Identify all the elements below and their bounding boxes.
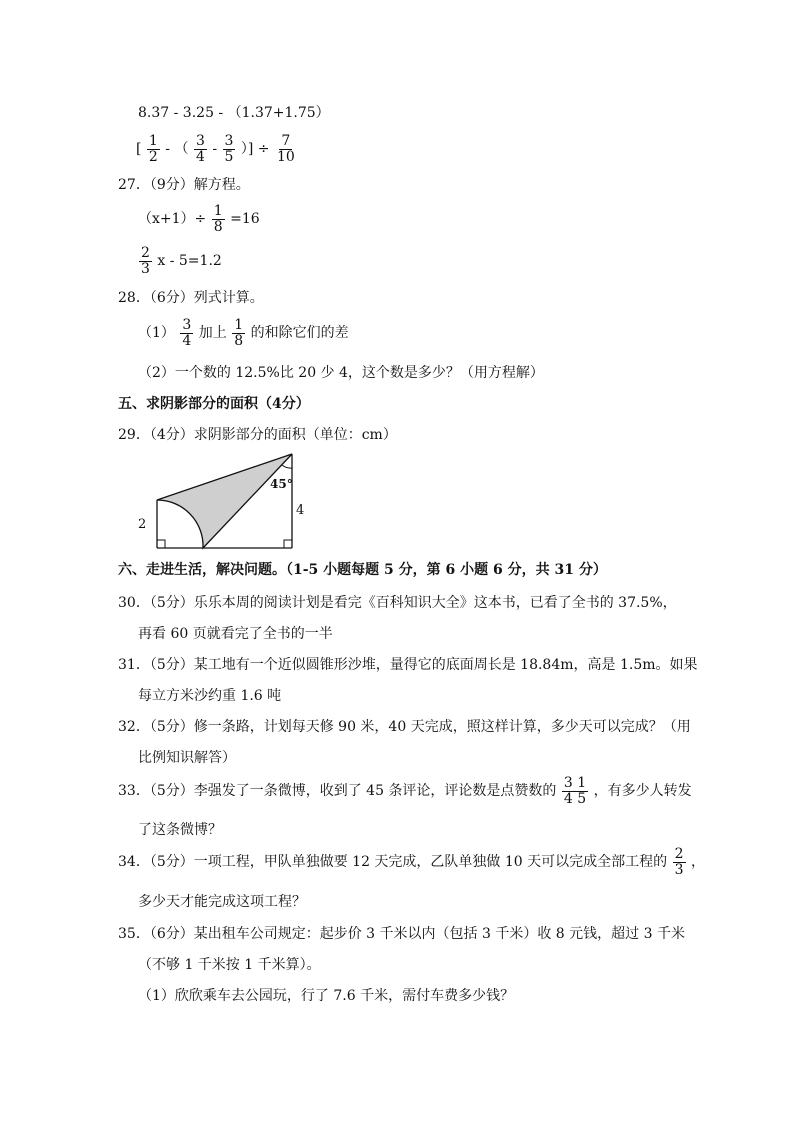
q26-expr-1: 8.37 - 3.25 - （1.37+1.75） [138, 105, 330, 121]
q28-part-2: （2）一个数的 12.5%比 20 少 4，这个数是多少？（用方程解） [138, 365, 544, 381]
q35-line-2: （不够 1 千米按 1 千米算）。 [138, 957, 321, 973]
q33-line-1: 33．（5分）李强发了一条微博，收到了 45 条评论，评论数是点赞数的 $\frac{3 1}{4 5}$ ，有多少人转发 [118, 775, 692, 807]
label-angle-45: 45° [270, 477, 293, 491]
section-6-heading: 六、走进生活，解决问题。（1-5 小题每题 5 分，第 6 小题 6 分，共 31 分） [118, 562, 607, 578]
fraction: $\frac{2}{3}$ [674, 846, 684, 878]
label-left-2: 2 [138, 517, 147, 532]
q26-expr-2: [ $\frac{1}{2}$ - （ $\frac{3}{4}$ - $\frac{3}{5}$ ）] ÷ $\frac{7}{10}$ [136, 133, 295, 165]
q27-equation-1: （x+1）÷ $\frac{1}{8}$ =16 [138, 203, 260, 235]
right-angle-mark-left [157, 540, 165, 548]
fraction: $\frac{1}{8}$ [234, 317, 244, 349]
q33-line-2: 了这条微博？ [138, 822, 222, 838]
q32-line-1: 32．（5分）修一条路，计划每天修 90 米，40 天完成，照这样计算，多少天可以完成？（用 [118, 719, 691, 735]
q29-figure [130, 448, 310, 552]
q30-line-2: 再看 60 页就看完了全书的一半 [138, 626, 333, 642]
q30-line-1: 30．（5分）乐乐本周的阅读计划是看完《百科知识大全》这本书，已看了全书的 37.5%， [118, 595, 677, 611]
angle-arc [282, 465, 292, 468]
q31-line-2: 每立方米沙约重 1.6 吨 [138, 688, 282, 704]
q27-equation-2: $\frac{2}{3}$ x - 5=1.2 [141, 245, 222, 277]
right-angle-mark-right [284, 540, 292, 548]
q27-title: 27．（9分）解方程。 [118, 177, 250, 193]
fraction: $\frac{2}{3}$ [141, 245, 150, 277]
q35-part-1: （1）欣欣乘车去公园玩，行了 7.6 千米，需付车费多少钱？ [138, 988, 515, 1004]
fraction: $\frac{3}{4}$ [195, 133, 205, 165]
q34-line-1: 34．（5分）一项工程，甲队单独做要 12 天完成，乙队单独做 10 天可以完成全部工程的 $\frac{2}{3}$ ， [118, 846, 705, 878]
fraction: $\frac{3 1}{4 5}$ [563, 775, 587, 807]
fraction: $\frac{7}{10}$ [276, 133, 295, 165]
shaded-region [157, 454, 292, 548]
label-right-4: 4 [296, 503, 305, 518]
fraction: $\frac{3}{5}$ [224, 133, 234, 165]
section-5-heading: 五、求阴影部分的面积（4分） [118, 396, 310, 412]
q28-part-1: （1） $\frac{3}{4}$ 加上 $\frac{1}{8}$ 的和除它们的差 [138, 317, 349, 349]
q29-title: 29．（4分）求阴影部分的面积（单位：cm） [118, 427, 397, 443]
q35-line-1: 35．（6分）某出租车公司规定：起步价 3 千米以内（包括 3 千米）收 8 元钱，超过 3 千米 [118, 926, 685, 942]
fraction: $\frac{1}{2}$ [148, 133, 158, 165]
q32-line-2: 比例知识解答） [138, 750, 236, 766]
q31-line-1: 31．（5分）某工地有一个近似圆锥形沙堆，量得它的底面周长是 18.84m，高是 1.5m。如果 [118, 657, 698, 673]
q28-title: 28．（6分）列式计算。 [118, 290, 264, 306]
fraction: $\frac{1}{8}$ [213, 203, 223, 235]
q34-line-2: 多少天才能完成这项工程？ [138, 894, 306, 910]
fraction: $\frac{3}{4}$ [182, 317, 192, 349]
